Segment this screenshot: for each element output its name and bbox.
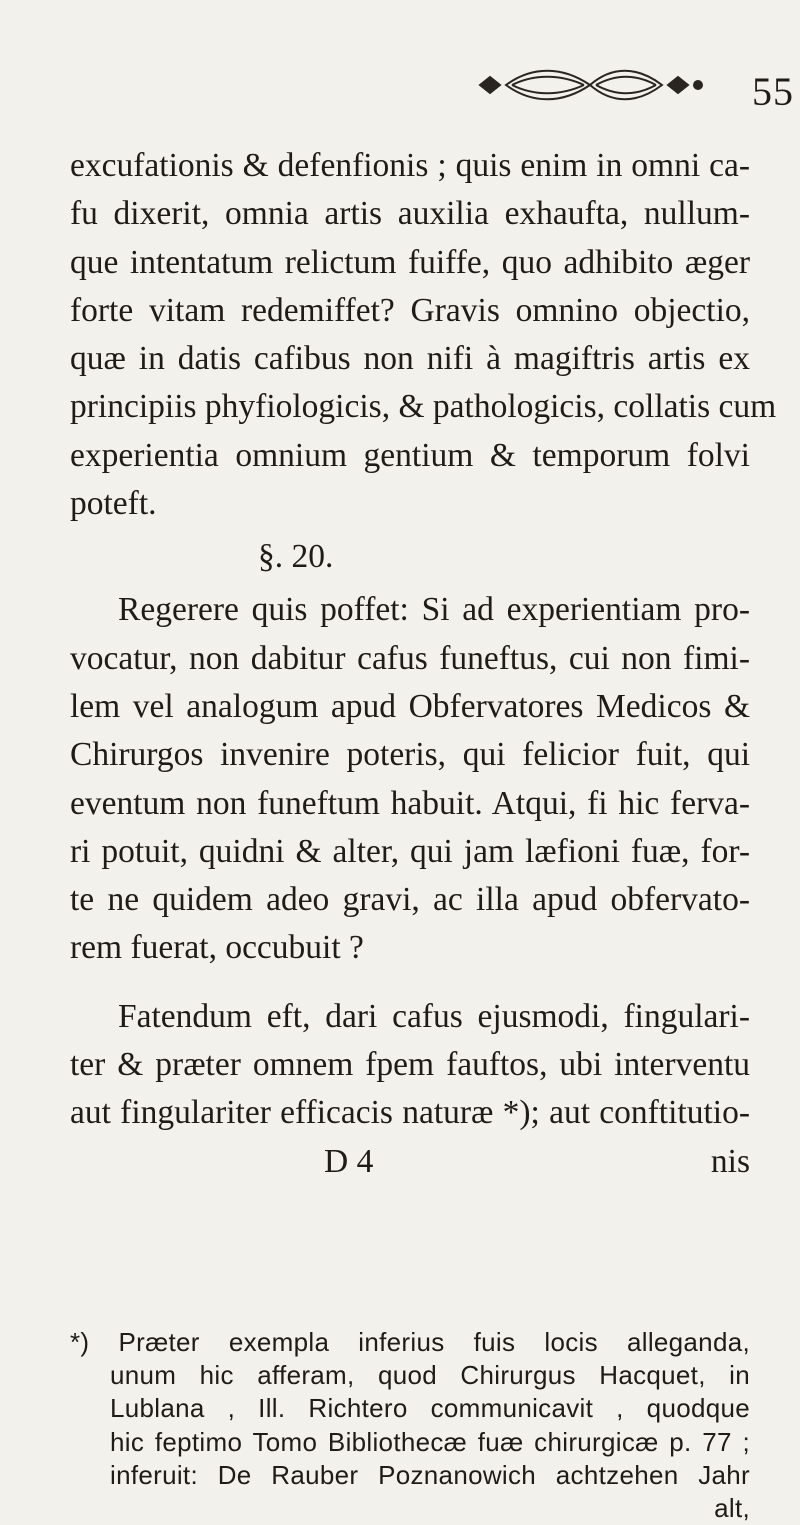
page-header bbox=[0, 62, 800, 112]
text-line: poteft. bbox=[70, 485, 157, 523]
footnote-line: *) Præter exempla inferius fuis locis alleganda, bbox=[70, 1327, 750, 1357]
text-line: principiis phyfiologicis, & pathologicis, collatis cum bbox=[70, 388, 777, 426]
main-text bbox=[70, 142, 777, 1186]
page-number: 55 bbox=[752, 69, 794, 114]
paragraph-1 bbox=[70, 142, 777, 528]
text-line: forte vitam redemiffet? Gravis omnino objectio, bbox=[70, 291, 750, 329]
text-line: vocatur, non dabitur cafus funeftus, cui non fimi- bbox=[70, 639, 750, 677]
text-line: eventum non funeftum habuit. Atqui, fi hic ferva- bbox=[70, 784, 750, 822]
signature-row bbox=[70, 1138, 750, 1186]
text-line: Regerere quis poffet: Si ad experientiam pro- bbox=[118, 591, 750, 629]
footnote-line: unum hic afferam, quod Chirurgus Hacquet, in bbox=[110, 1360, 750, 1391]
text-line: excufationis & defenfionis ; quis enim in omni ca- bbox=[70, 147, 750, 184]
footnote-line: hic feptimo Tomo Bibliothecæ fuæ chirurgicæ p. 77 ; bbox=[110, 1426, 750, 1457]
text-line: Fatendum eft, dari cafus ejusmodi, fingulari- bbox=[118, 997, 750, 1035]
text-line: quæ in datis cafibus non nifi à magiftris artis ex bbox=[70, 340, 750, 378]
text-line: aut fingulariter efficacis naturæ *); aut conftitutio- bbox=[70, 1094, 750, 1132]
decorative-head-ornament bbox=[472, 62, 717, 108]
catchword: nis bbox=[710, 1142, 750, 1180]
text-line: ri potuit, quidni & alter, qui jam læfioni fuæ, for- bbox=[70, 832, 750, 870]
paragraph-2 bbox=[70, 586, 750, 972]
text-line: ter & præter omnem fpem fauftos, ubi interventu bbox=[70, 1046, 750, 1084]
paragraph-3 bbox=[70, 993, 750, 1186]
footnote-line: Lublana , Ill. Richtero communicavit , quodque bbox=[110, 1393, 750, 1424]
footnote-line: inferuit: De Rauber Poznanowich achtzehen Jahr bbox=[110, 1459, 750, 1490]
section-heading: §. 20. bbox=[258, 538, 334, 576]
text-line: te ne quidem adeo gravi, ac illa apud obfervato- bbox=[70, 881, 750, 919]
text-line: lem vel analogum apud Obfervatores Medicos & bbox=[70, 687, 750, 725]
text-line: Chirurgos invenire poteris, qui felicior fuit, qui bbox=[70, 736, 750, 774]
text-line: que intentatum relictum fuiffe, quo adhibito æger bbox=[70, 243, 750, 281]
text-line: rem fuerat, occubuit ? bbox=[70, 929, 364, 967]
signature-mark: D 4 bbox=[324, 1142, 374, 1180]
text-line: experientia omnium gentium & temporum folvi bbox=[70, 436, 750, 474]
footnote bbox=[70, 1326, 750, 1525]
paragraph-gap bbox=[70, 973, 750, 993]
text-line: fu dixerit, omnia artis auxilia exhaufta, nullum- bbox=[70, 195, 750, 233]
footnote-last-word: alt, bbox=[714, 1492, 750, 1523]
